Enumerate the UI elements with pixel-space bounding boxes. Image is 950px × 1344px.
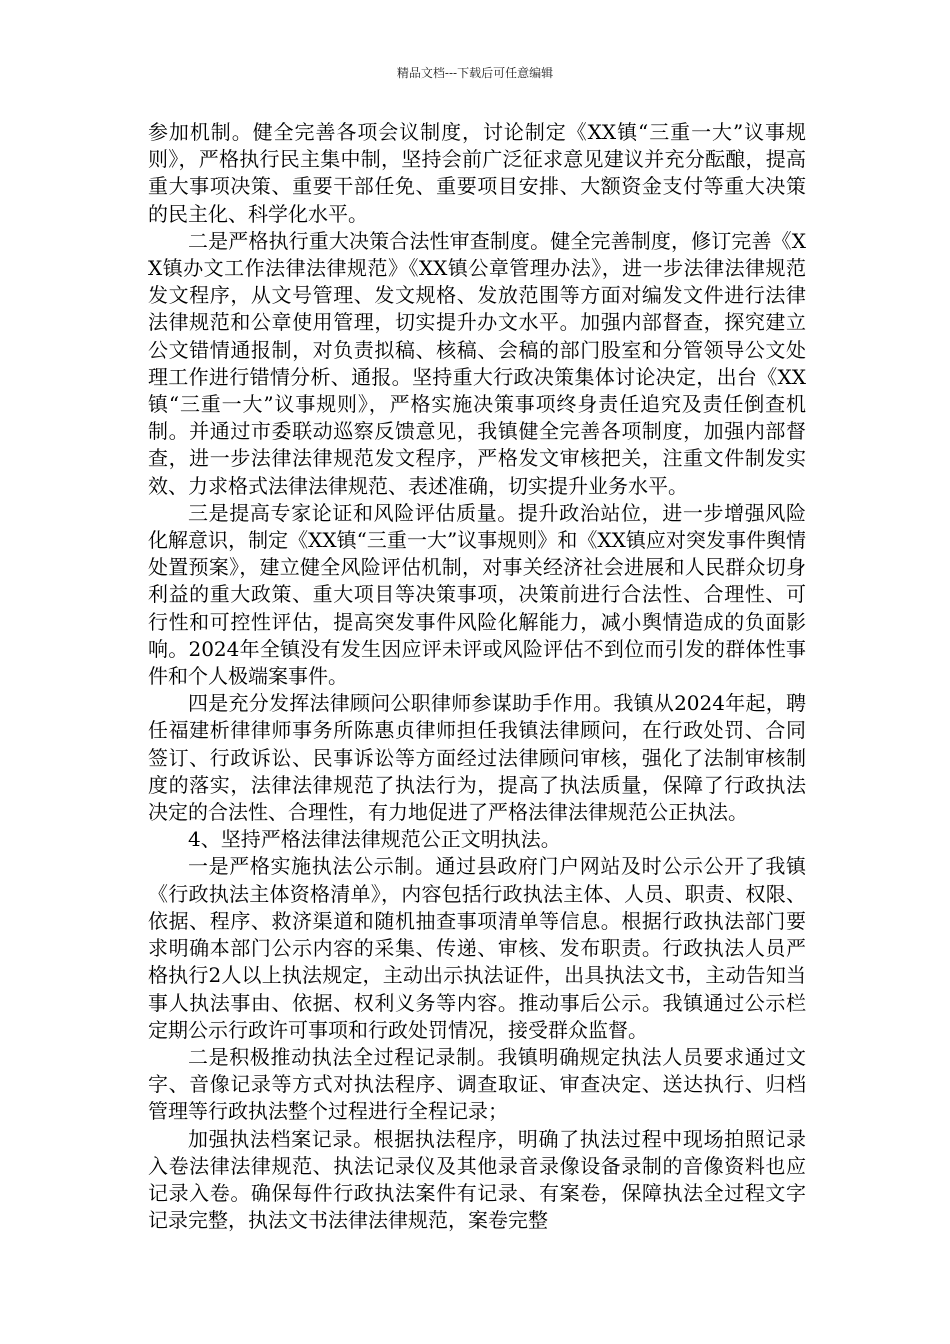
page-header: 精品文档---下载后可任意编辑 bbox=[396, 66, 554, 80]
paragraph: 一是严格实施执法公示制。通过县政府门户网站及时公示公开了我镇《行政执法主体资格清单》，内容包括行政执法主体、人员、职责、权限、依据、程序、救济渠道和随机抽查事项清单等信息。根据行政执法部门要求明确本部门公示内容的采集、传递、审核、发布职责。行政执法人员严格执行2人以上执法规定，主动出示执法证件，出具执法文书，主动告知当事人执法事由、依据、权利义务等内容。推动事后公示。我镇通过公示栏定期公示行政许可事项和行政处罚情况，接受群众监督。 bbox=[148, 854, 806, 1042]
paragraph: 三是提高专家论证和风险评估质量。提升政治站位，进一步增强风险化解意识，制定《XX镇“三重一大”议事规则》和《XX镇应对突发事件舆情处置预案》，建立健全风险评估机制，对事关经济社会进展和人民群众切身利益的重大政策、重大项目等决策事项，决策前进行合法性、合理性、可行性和可控性评估，提高突发事件风险化解能力，减小舆情造成的负面影响。2024年全镇没有发生因应评未评或风险评估不到位而引发的群体性事件和个人极端案事件。 bbox=[148, 500, 806, 689]
paragraph: 加强执法档案记录。根据执法程序，明确了执法过程中现场拍照记录入卷法律法律规范、执法记录仪及其他录音录像设备录制的音像资料也应记录入卷。确保每件行政执法案件有记录、有案卷，保障执法全过程文字记录完整，执法文书法律法律规范，案卷完整 bbox=[148, 1126, 806, 1233]
paragraph: 二是积极推动执法全过程记录制。我镇明确规定执法人员要求通过文字、音像记录等方式对执法程序、调查取证、审查决定、送达执行、归档管理等行政执法整个过程进行全程记录； bbox=[148, 1044, 806, 1124]
paragraph: 四是充分发挥法律顾问公职律师参谋助手作用。我镇从2024年起，聘任福建析律律师事务所陈惠贞律师担任我镇法律顾问，在行政处罚、合同签订、行政诉讼、民事诉讼等方面经过法律顾问审核，强化了法制审核制度的落实，法律法律规范了执法行为，提高了执法质量，保障了行政执法决定的合法性、合理性，有力地促进了严格法律法律规范公正执法。 bbox=[148, 691, 806, 825]
paragraph: 二是严格执行重大决策合法性审查制度。健全完善制度，修订完善《XX镇办文工作法律法律规范》《XX镇公章管理办法》，进一步法律法律规范发文程序，从文号管理、发文规格、发放范围等方面对编发文件进行法律法律规范和公章使用管理，切实提升办文水平。加强内部督查，探究建立公文错情通报制，对负责拟稿、核稿、会稿的部门股室和分管领导公文处理工作进行错情分析、通报。坚持重大行政决策集体讨论决定，出台《XX镇“三重一大”议事规则》，严格实施决策事项终身责任追究及责任倒查机制。并通过市委联动巡察反馈意见，我镇健全完善各项制度，加强内部督查，进一步法律法律规范发文程序，严格发文审核把关，注重文件制发实效、力求格式法律法律规范、表述准确，切实提升业务水平。 bbox=[148, 228, 806, 498]
section-heading: 4、坚持严格法律法律规范公正文明执法。 bbox=[188, 827, 561, 852]
document-body bbox=[148, 119, 806, 1234]
paragraph: 参加机制。健全完善各项会议制度，讨论制定《XX镇“三重一大”议事规则》，严格执行民主集中制，坚持会前广泛征求意见建议并充分酝酿，提高重大事项决策、重要干部任免、重要项目安排、大额资金支付等重大决策的民主化、科学化水平。 bbox=[148, 120, 806, 226]
